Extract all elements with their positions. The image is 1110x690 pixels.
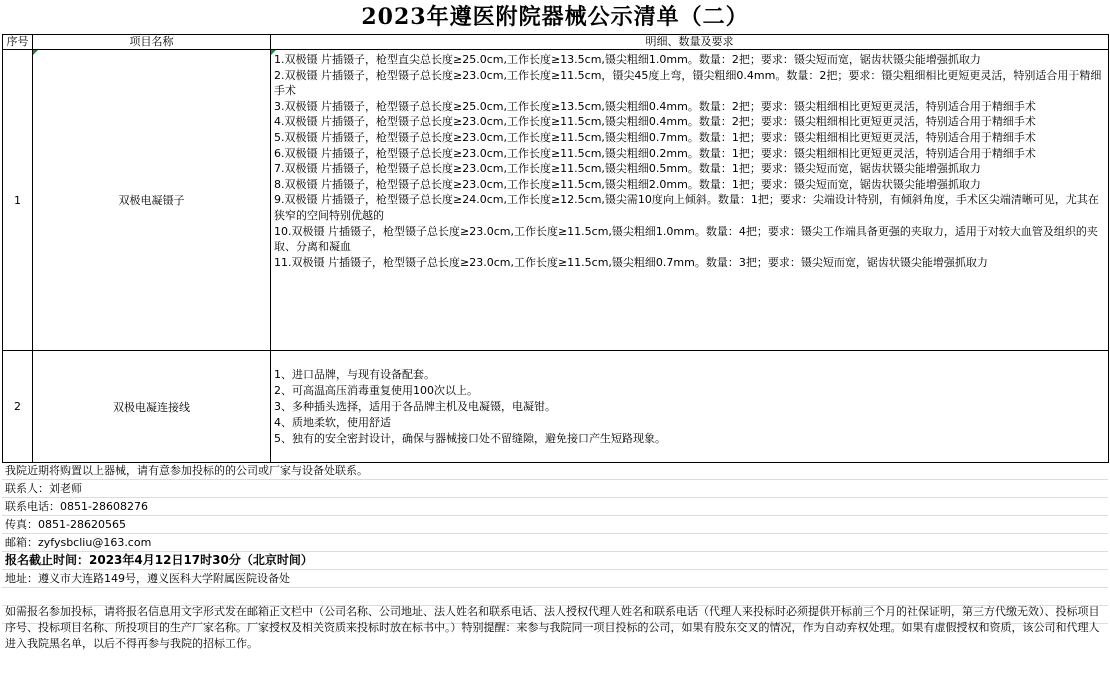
table-row — [3, 351, 1109, 463]
header-seq: 序号 — [3, 35, 33, 50]
intro-text: 我院近期将购置以上器械，请有意参加投标的的公司或厂家与设备处联系。 — [2, 462, 1108, 480]
detail-line: 4、质地柔软，使用舒适 — [274, 415, 391, 429]
detail-line: 2、可高温高压消毒重复使用100次以上。 — [274, 383, 478, 397]
table-header-row — [3, 35, 1109, 50]
page-title: 2023年遵医附院器械公示清单（二） — [361, 4, 749, 30]
comment-marker-icon — [271, 50, 276, 55]
contact-email: 邮箱：zyfysbcliu@163.com — [2, 534, 1108, 552]
header-name: 项目名称 — [33, 35, 271, 50]
detail-line: 5、独有的安全密封设计，确保与器械接口处不留缝隙，避免接口产生短路现象。 — [274, 431, 666, 445]
contact-block — [2, 462, 1108, 624]
table-row — [3, 50, 1109, 351]
detail-line: 6.双极镊 片插镊子，枪型镊子总长度≥23.0cm,工作长度≥11.5cm,镊尖粗细0.2mm。数量：1把；要求：镊尖粗细相比更短更灵活，特别适合用于精细手术 — [274, 146, 1036, 160]
detail-line: 11.双极镊 片插镊子，枪型镊子总长度≥23.0cm,工作长度≥11.5cm,镊尖粗细0.7mm。数量：3把；要求：镊尖短而宽，锯齿状镊尖能增强抓取力 — [274, 255, 988, 269]
registration-note: 如需报名参加投标，请将报名信息用文字形式发在邮箱正文栏中（公司名称、公司地址、法人姓名和联系电话、法人授权代理人姓名和联系电话（代理人来投标时必须提供开标前三个月的社保证明，第三方代缴无效）、投标项目序号、投标项目名称、所投项目的生产厂家名称。厂家授权及相关资质来投标时放在标书中。）特别提醒：来参与我院同一项目投标的公司，如果有股东交叉的情况，作为自动弃权处理。如果有虚假授权和资质，该公司和代理人进入我院黑名单，以后不得再参与我院的招标工作。 — [5, 605, 1100, 650]
detail-line: 3.双极镊 片插镊子，枪型镊子总长度≥25.0cm,工作长度≥13.5cm,镊尖粗细0.4mm。数量：2把；要求：镊尖粗细相比更短更灵活，特别适合用于精细手术 — [274, 99, 1036, 113]
comment-marker-icon — [33, 50, 38, 55]
detail-line: 8.双极镊 片插镊子，枪型镊子总长度≥23.0cm,工作长度≥11.5cm,镊尖粗细2.0mm。数量：1把；要求：镊尖短而宽，锯齿状镊尖能增强抓取力 — [274, 177, 981, 191]
contact-phone: 联系电话：0851-28608276 — [2, 498, 1108, 516]
header-detail: 明细、数量及要求 — [271, 35, 1109, 50]
row-name: 双极电凝连接线 — [33, 351, 271, 463]
row-seq: 1 — [3, 50, 33, 351]
detail-line: 1、进口品牌，与现有设备配套。 — [274, 367, 435, 381]
row-seq: 2 — [3, 351, 33, 463]
contact-person: 联系人：刘老师 — [2, 480, 1108, 498]
equipment-table — [2, 34, 1109, 463]
contact-fax: 传真：0851-28620565 — [2, 516, 1108, 534]
row-detail — [271, 50, 1109, 351]
detail-line: 9.双极镊 片插镊子，枪型镊子总长度≥24.0cm,工作长度≥12.5cm,镊尖需10度向上倾斜。数量：1把；要求：尖端设计特别，有倾斜角度，手术区尖端清晰可见，尤其在狭窄的空间特别优越的 — [274, 193, 1099, 222]
detail-line: 10.双极镊 片插镊子，枪型镊子总长度≥23.0cm,工作长度≥11.5cm,镊尖粗细1.0mm。数量：4把；要求：镊尖工作端具备更强的夹取力，适用于对较大血管及组织的夹取、分离和凝血 — [274, 224, 1098, 254]
row-name: 双极电凝镊子 — [33, 50, 271, 351]
detail-line: 3、多种插头选择，适用于各品牌主机及电凝镊，电凝钳。 — [274, 399, 556, 413]
detail-line: 5.双极镊 片插镊子，枪型镊子总长度≥23.0cm,工作长度≥11.5cm,镊尖粗细0.7mm。数量：1把；要求：镊尖粗细相比更短更灵活，特别适合用于精细手术 — [274, 130, 1036, 144]
address-text: 地址：遵义市大连路149号，遵义医科大学附属医院设备处 — [2, 570, 1108, 588]
detail-line: 7.双极镊 片插镊子，枪型镊子总长度≥23.0cm,工作长度≥11.5cm,镊尖粗细0.5mm。数量：1把；要求：镊尖短而宽，锯齿状镊尖能增强抓取力 — [274, 162, 981, 176]
detail-line: 1.双极镊 片插镊子，枪型直尖总长度≥25.0cm,工作长度≥13.5cm,镊尖粗细1.0mm。数量：2把；要求：镊尖短而宽，锯齿状镊尖能增强抓取力 — [274, 53, 981, 66]
detail-line: 2.双极镊 片插镊子，枪型镊子总长度≥23.0cm,工作长度≥11.5cm，镊尖45度上弯，镊尖粗细0.4mm。数量：2把；要求：镊尖粗细相比更短更灵活，特别适合用于精细手术 — [274, 68, 1102, 98]
detail-line: 4.双极镊 片插镊子，枪型镊子总长度≥23.0cm,工作长度≥11.5cm,镊尖粗细0.4mm。数量：2把；要求：镊尖粗细相比更短更灵活，特别适合用于精细手术 — [274, 115, 1036, 129]
deadline-text: 报名截止时间：2023年4月12日17时30分（北京时间） — [2, 552, 1108, 570]
row-detail — [271, 351, 1109, 463]
